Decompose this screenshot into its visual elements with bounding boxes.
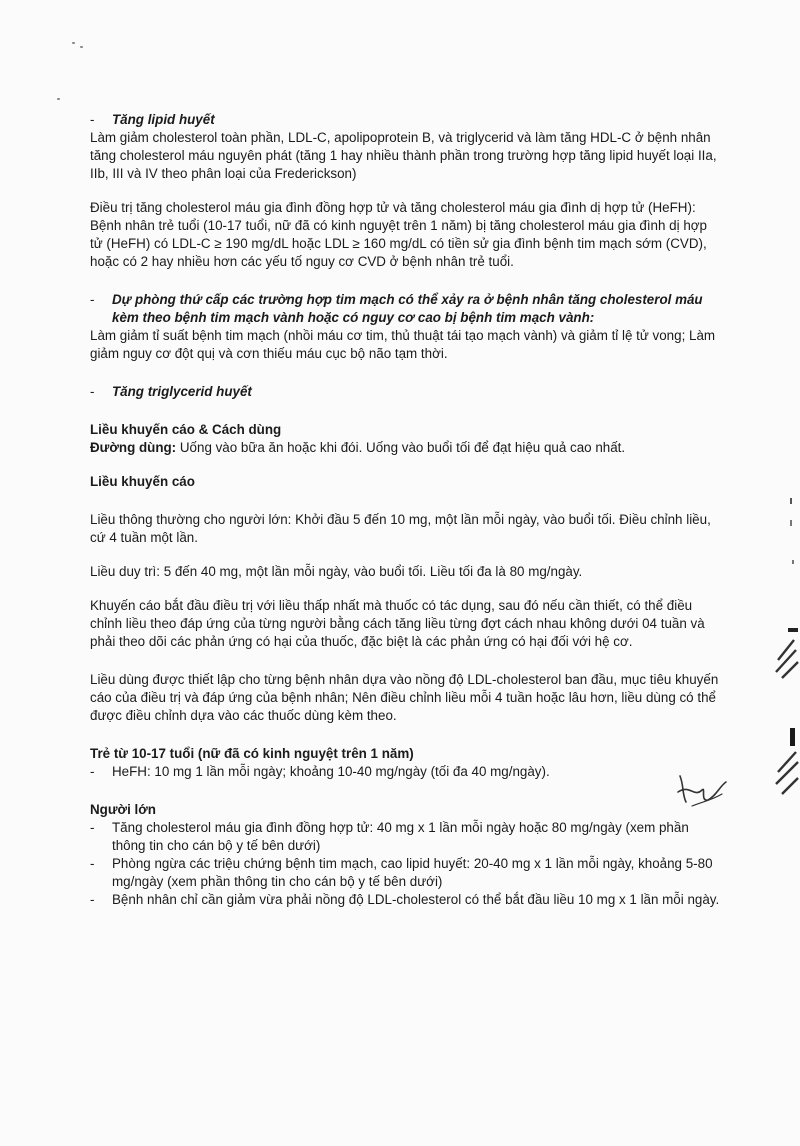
paragraph: Liều thông thường cho người lớn: Khởi đầu 5 đến 10 mg, một lần mỗi ngày, vào buổi tối. Điều chỉnh liều, cứ 4 tuần một lần. (90, 512, 711, 545)
paragraph: Làm giảm cholesterol toàn phần, LDL-C, apolipoprotein B, và triglycerid và làm tăng HDL-C ở bệnh nhân tăng cholesterol máu nguyên phát (tăng 1 hay nhiều thành phần trong trường hợp tăng lipid huyết loại IIa, IIb, III và IV theo phân loại của Frederickson) (90, 130, 717, 181)
section-heading-dosage: Liều khuyến cáo (90, 474, 195, 489)
list-item: - Bệnh nhân chỉ cần giảm vừa phải nồng độ LDL-cholesterol có thể bắt đầu liều 10 mg x 1 lần mỗi ngày. (90, 891, 720, 909)
paragraph-route: Đường dùng: Uống vào bữa ăn hoặc khi đói. Uống vào buổi tối để đạt hiệu quả cao nhất. (90, 440, 626, 455)
edge-stamp-fragment (760, 490, 800, 810)
scan-speck (72, 42, 75, 44)
list-item: - Phòng ngừa các triệu chứng bệnh tim mạch, cao lipid huyết: 20-40 mg x 1 lần mỗi ngày, khoảng 5-80 mg/ngày (xem phần thông tin cho cán bộ y tế bên dưới) (90, 855, 720, 891)
section-heading-dosage-usage: Liều khuyến cáo & Cách dùng (90, 422, 282, 437)
section-heading-children: Trẻ từ 10-17 tuổi (nữ đã có kinh nguyệt trên 1 năm) (90, 746, 414, 761)
paragraph: Làm giảm tỉ suất bệnh tim mạch (nhồi máu cơ tim, thủ thuật tái tạo mạch vành) và giảm tỉ lệ tử vong; Làm giảm nguy cơ đột quị và cơn thiếu máu cục bộ não tạm thời. (90, 328, 716, 361)
paragraph: Điều trị tăng cholesterol máu gia đình đồng hợp tử và tăng cholesterol máu gia đình dị hợp tử (HeFH): Bệnh nhân trẻ tuổi (10-17 tuổi, nữ đã có kinh nguyệt trên 1 năm) bị tăng cholesterol máu gia đình dị hợp tử (HeFH) có LDL-C ≥ 190 mg/dL hoặc LDL ≥ 160 mg/dL có tiền sử gia đình bệnh tim mạch sớm (CVD), hoặc có 2 hay nhiều hơn các yếu tố nguy cơ CVD ở bệnh nhân trẻ tuổi. (90, 200, 707, 269)
section-heading-lipid: - Tăng lipid huyết (90, 112, 215, 127)
scan-speck (57, 98, 60, 100)
section-heading-adults: Người lớn (90, 802, 156, 817)
section-heading-prevention: - Dự phòng thứ cấp các trường hợp tim mạch có thể xảy ra ở bệnh nhân tăng cholesterol máu kèm theo bệnh tim mạch vành hoặc có nguy cơ cao bị bệnh tim mạch vành: (90, 292, 703, 325)
list-item: - Tăng cholesterol máu gia đình đồng hợp tử: 40 mg x 1 lần mỗi ngày hoặc 80 mg/ngày (xem phần thông tin cho cán bộ y tế bên dưới) (90, 819, 720, 855)
signature-mark (672, 772, 732, 812)
paragraph: Khuyến cáo bắt đầu điều trị với liều thấp nhất mà thuốc có tác dụng, sau đó nếu cần thiết, có thể điều chỉnh liều theo đáp ứng của từng người bằng cách tăng liều từng đợt cách nhau không dưới 04 tuần và phải theo dõi các phản ứng có hại của thuốc, đặc biệt là các phản ứng có hại đối với hệ cơ. (90, 598, 705, 649)
paragraph: Liều duy trì: 5 đến 40 mg, một lần mỗi ngày, vào buổi tối. Liều tối đa là 80 mg/ngày. (90, 564, 583, 579)
list-item: - HeFH: 10 mg 1 lần mỗi ngày; khoảng 10-40 mg/ngày (tối đa 40 mg/ngày). (90, 763, 720, 781)
scan-speck (80, 46, 83, 48)
document-body (90, 111, 720, 909)
adult-dosage-list (90, 819, 720, 909)
paragraph: Liều dùng được thiết lập cho từng bệnh nhân dựa vào nồng độ LDL-cholesterol ban đầu, mục tiêu khuyến cáo của điều trị và đáp ứng của bệnh nhân; Nên điều chỉnh liều mỗi 4 tuần hoặc lâu hơn, liều dùng có thể được điều chỉnh dựa vào các thuốc dùng kèm theo. (90, 672, 719, 723)
section-heading-triglycerid: - Tăng triglycerid huyết (90, 384, 252, 399)
children-dosage-list (90, 763, 720, 781)
